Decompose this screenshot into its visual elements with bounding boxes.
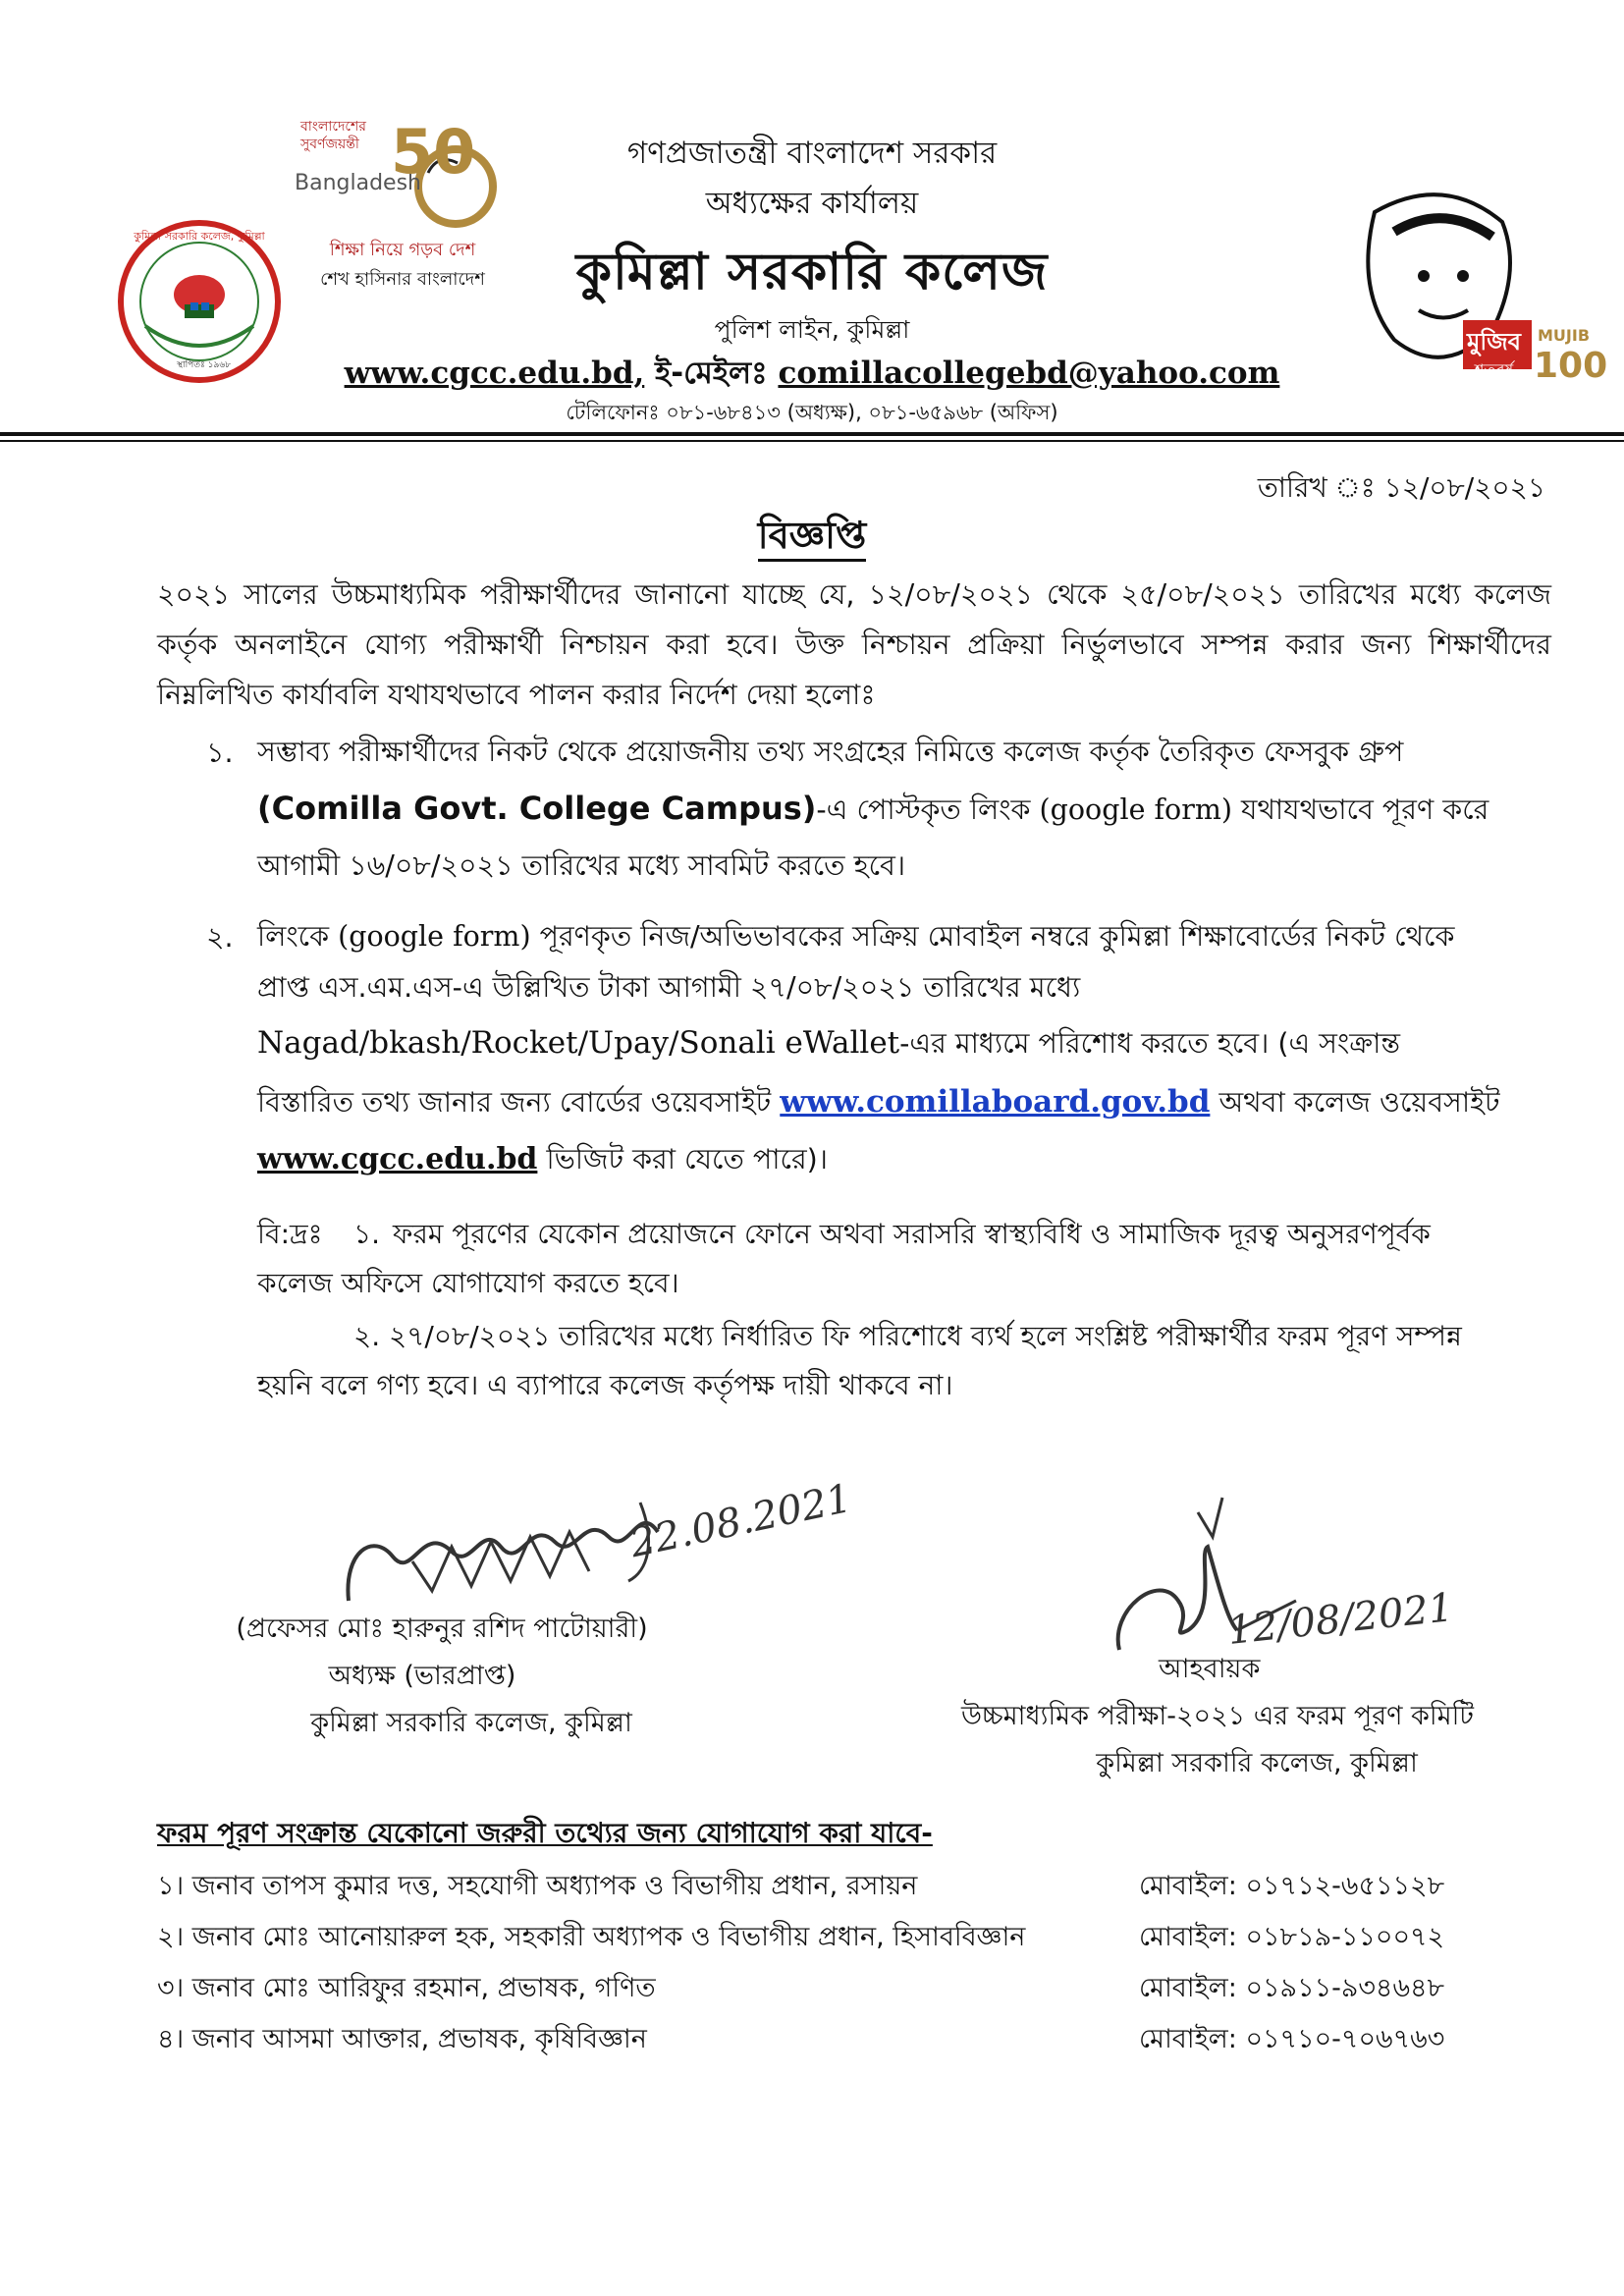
jubilee-number: 50 xyxy=(391,116,476,188)
college-address: পুলিশ লাইন, কুমিল্লা xyxy=(714,315,910,344)
contact-row xyxy=(157,2019,1483,2058)
contact-row xyxy=(157,1968,1483,2007)
item-1 xyxy=(257,727,1553,892)
jubilee-small-text: বাংলাদেশের সুবর্ণজয়ন্তী xyxy=(300,119,366,152)
item-2-line-2: প্রাপ্ত এস.এম.এস-এ উল্লিখিত টাকা আগামী ২৭/০৮/২০২১ তারিখের মধ্যে xyxy=(257,971,1081,1004)
mujib-bn-text: মুজিব xyxy=(1467,328,1522,355)
item-2-number: ২. xyxy=(206,921,234,954)
seal-text: কুমিল্লা সরকারি কলেজ, কুমিল্লা xyxy=(134,230,265,243)
note-2-line-1: ২. ২৭/০৮/২০২১ তারিখের মধ্যে নির্ধারিত ফি পরিশোধে ব্যর্থ হলে সংশ্লিষ্ট পরীক্ষার্থীর ফরম পূরণ সম্পন্ন xyxy=(353,1320,1462,1352)
note-label: বি:দ্রঃ xyxy=(257,1218,323,1250)
principal-name: (প্রফেসর মোঃ হারুনুর রশিদ পাটোয়ারী) xyxy=(236,1613,648,1644)
convener-signature-date: 12/08/2021 xyxy=(1225,1585,1456,1654)
notice-title: বিজ্ঞপ্তি xyxy=(758,514,867,562)
google-form-text-2: (google form) xyxy=(338,920,531,953)
item-2-line-4 xyxy=(257,1073,1553,1131)
note-1-number: ১. xyxy=(353,1218,381,1250)
principal-title: অধ্যক্ষ (ভারপ্রাপ্ত) xyxy=(328,1661,516,1691)
seal-year: স্থাপিতঃ ১৯৬৮ xyxy=(177,360,232,370)
jubilee-english-text: Bangladesh xyxy=(295,171,421,195)
convener-title: আহবায়ক xyxy=(1159,1654,1261,1684)
item-2-line-5 xyxy=(257,1131,1553,1188)
item-1-line-1: সম্ভাব্য পরীক্ষার্থীদের নিকট থেকে প্রয়োজনীয় তথ্য সংগ্রহের নিমিত্তে কলেজ কর্তৃক তৈরিকৃত ফেসবুক গ্রুপ xyxy=(257,736,1404,768)
principal-sign-block xyxy=(167,1606,717,1747)
contact-row xyxy=(157,1917,1483,1956)
email-label: ই-মেইলঃ xyxy=(655,355,768,391)
contact-name: ২। জনাব মোঃ আনোয়ারুল হক, সহকারী অধ্যাপক ও বিভাগীয় প্রধান, হিসাববিজ্ঞান xyxy=(157,1922,1026,1952)
item-2-line-1a: লিংকে xyxy=(257,920,330,953)
principal-org: কুমিল্লা সরকারি কলেজ, কুমিল্লা xyxy=(310,1708,632,1738)
college-name: কুমিল্লা সরকারি কলেজ xyxy=(575,243,1049,301)
gov-heading: গণপ্রজাতন্ত্রী বাংলাদেশ সরকার xyxy=(626,136,998,171)
principal-signature-date: 22.08.2021 xyxy=(625,1475,856,1567)
contact-name: ৪। জনাব আসমা আক্তার, প্রভাষক, কৃষিবিজ্ঞান xyxy=(157,2024,647,2054)
contact-heading: ফরম পূরণ সংক্রান্ত যেকোনো জরুরী তথ্যের জন্য যোগাযোগ করা যাবে- xyxy=(157,1817,933,1849)
item-1-line-2b: যথাযথভাবে পূরণ করে xyxy=(1241,793,1489,826)
contact-row xyxy=(157,1866,1483,1905)
convener-sign-block xyxy=(903,1646,1532,1787)
item-1-line-2a: -এ পোস্টকৃত লিংক xyxy=(816,793,1031,826)
contact-web-line xyxy=(0,350,1624,401)
email-link[interactable]: comillacollegebd@yahoo.com xyxy=(778,355,1280,391)
item-2-line-4a: বিস্তারিত তথ্য জানার জন্য বোর্ডের ওয়েবসাইট xyxy=(257,1086,772,1119)
phone-line: টেলিফোনঃ ০৮১-৬৮৪১৩ (অধ্যক্ষ), ০৮১-৬৫৯৬৮ (অফিস) xyxy=(566,401,1058,424)
note-2-line-2: হয়নি বলে গণ্য হবে। এ ব্যাপারে কলেজ কর্তৃপক্ষ দায়ী থাকবে না। xyxy=(257,1369,953,1401)
item-2-line-4b: অথবা কলেজ ওয়েবসাইট xyxy=(1218,1086,1500,1119)
convener-committee: উচ্চমাধ্যমিক পরীক্ষা-২০২১ এর ফরম পূরণ কমিটি xyxy=(960,1701,1475,1731)
item-2-line-1 xyxy=(257,911,1553,962)
mujib-bn-subtext: শতবর্ষ xyxy=(1475,360,1514,379)
item-2-line-5b: ভিজিট করা যেতে পারে)। xyxy=(546,1143,828,1175)
notice-title-wrap xyxy=(0,507,1624,570)
note-1-line-2: কলেজ অফিসে যোগাযোগ করতে হবে। xyxy=(257,1267,679,1299)
item-2-line-1b: পূরণকৃত নিজ/অভিভাবকের সক্রিয় মোবাইল নম্বরে কুমিল্লা শিক্ষাবোর্ডের নিকট থেকে xyxy=(539,920,1455,953)
wallet-names: Nagad/bkash/Rocket/Upay/Sonali eWallet xyxy=(257,1025,900,1061)
board-website-link[interactable]: www.comillaboard.gov.bd xyxy=(780,1084,1211,1120)
item-1-number: ১. xyxy=(206,737,234,769)
notice-date: তারিখ ঃ ১২/০৮/২০২১ xyxy=(1257,471,1545,504)
contact-name: ৩। জনাব মোঃ আরিফুর রহমান, প্রভাষক, গণিত xyxy=(157,1973,656,2003)
header-rule-thin xyxy=(0,440,1624,442)
slogan-line-2: শেখ হাসিনার বাংলাদেশ xyxy=(320,269,485,290)
website-link[interactable]: www.cgcc.edu.bd, xyxy=(344,355,645,391)
header-rule-thick xyxy=(0,432,1624,436)
intro-paragraph: ২০২১ সালের উচ্চমাধ্যমিক পরীক্ষার্থীদের জানানো যাচ্ছে যে, ১২/০৮/২০২১ থেকে ২৫/০৮/২০২১ তারিখের মধ্যে কলেজ কর্তৃক অনলাইনে যোগ্য পরীক্ষার্থী নিশ্চায়ন করা হবে। উক্ত নিশ্চায়ন প্রক্রিয়া নির্ভুলভাবে সম্পন্ন করার জন্য শিক্ষার্থীদের নিম্নলিখিত কার্যাবলি যথাযথভাবে পালন করার নির্দেশ দেয়া হলোঃ xyxy=(157,578,1551,711)
facebook-group-name: (Comilla Govt. College Campus) xyxy=(257,790,817,827)
mujib-en-text: MUJIB xyxy=(1538,326,1591,345)
mujib-number: 100 xyxy=(1534,346,1608,386)
item-2-line-3 xyxy=(257,1013,1553,1073)
item-2-line-3b: -এর মাধ্যমে পরিশোধ করতে হবে। (এ সংক্রান্ত xyxy=(899,1027,1401,1060)
contact-name: ১। জনাব তাপস কুমার দত্ত, সহযোগী অধ্যাপক ও বিভাগীয় প্রধান, রসায়ন xyxy=(157,1871,918,1901)
item-1-line-3: আগামী ১৬/০৮/২০২১ তারিখের মধ্যে সাবমিট করতে হবে। xyxy=(257,849,906,882)
contact-mobile: মোবাইল: ০১৭১২-৬৫১১২৮ xyxy=(1139,1871,1445,1901)
contact-mobile: মোবাইল: ০১৭১০-৭০৬৭৬৩ xyxy=(1139,2024,1445,2054)
office-heading: অধ্যক্ষের কার্যালয় xyxy=(705,186,919,221)
item-2 xyxy=(257,911,1553,1188)
item-1-line-2 xyxy=(257,778,1553,841)
convener-org: কুমিল্লা সরকারি কলেজ, কুমিল্লা xyxy=(1096,1748,1418,1778)
contact-mobile: মোবাইল: ০১৮১৯-১১০০৭২ xyxy=(1139,1922,1445,1952)
college-website-link[interactable]: www.cgcc.edu.bd xyxy=(257,1142,538,1176)
google-form-text-1: (google form) xyxy=(1039,793,1232,826)
slogan-line-1: শিক্ষা নিয়ে গড়ব দেশ xyxy=(329,240,476,260)
contact-mobile: মোবাইল: ০১৯১১-৯৩৪৬৪৮ xyxy=(1139,1973,1445,2003)
note-1-line-1: ফরম পূরণের যেকোন প্রয়োজনে ফোনে অথবা সরাসরি স্বাস্থ্যবিধি ও সামাজিক দূরত্ব অনুসরণপূর্বক xyxy=(393,1218,1431,1250)
